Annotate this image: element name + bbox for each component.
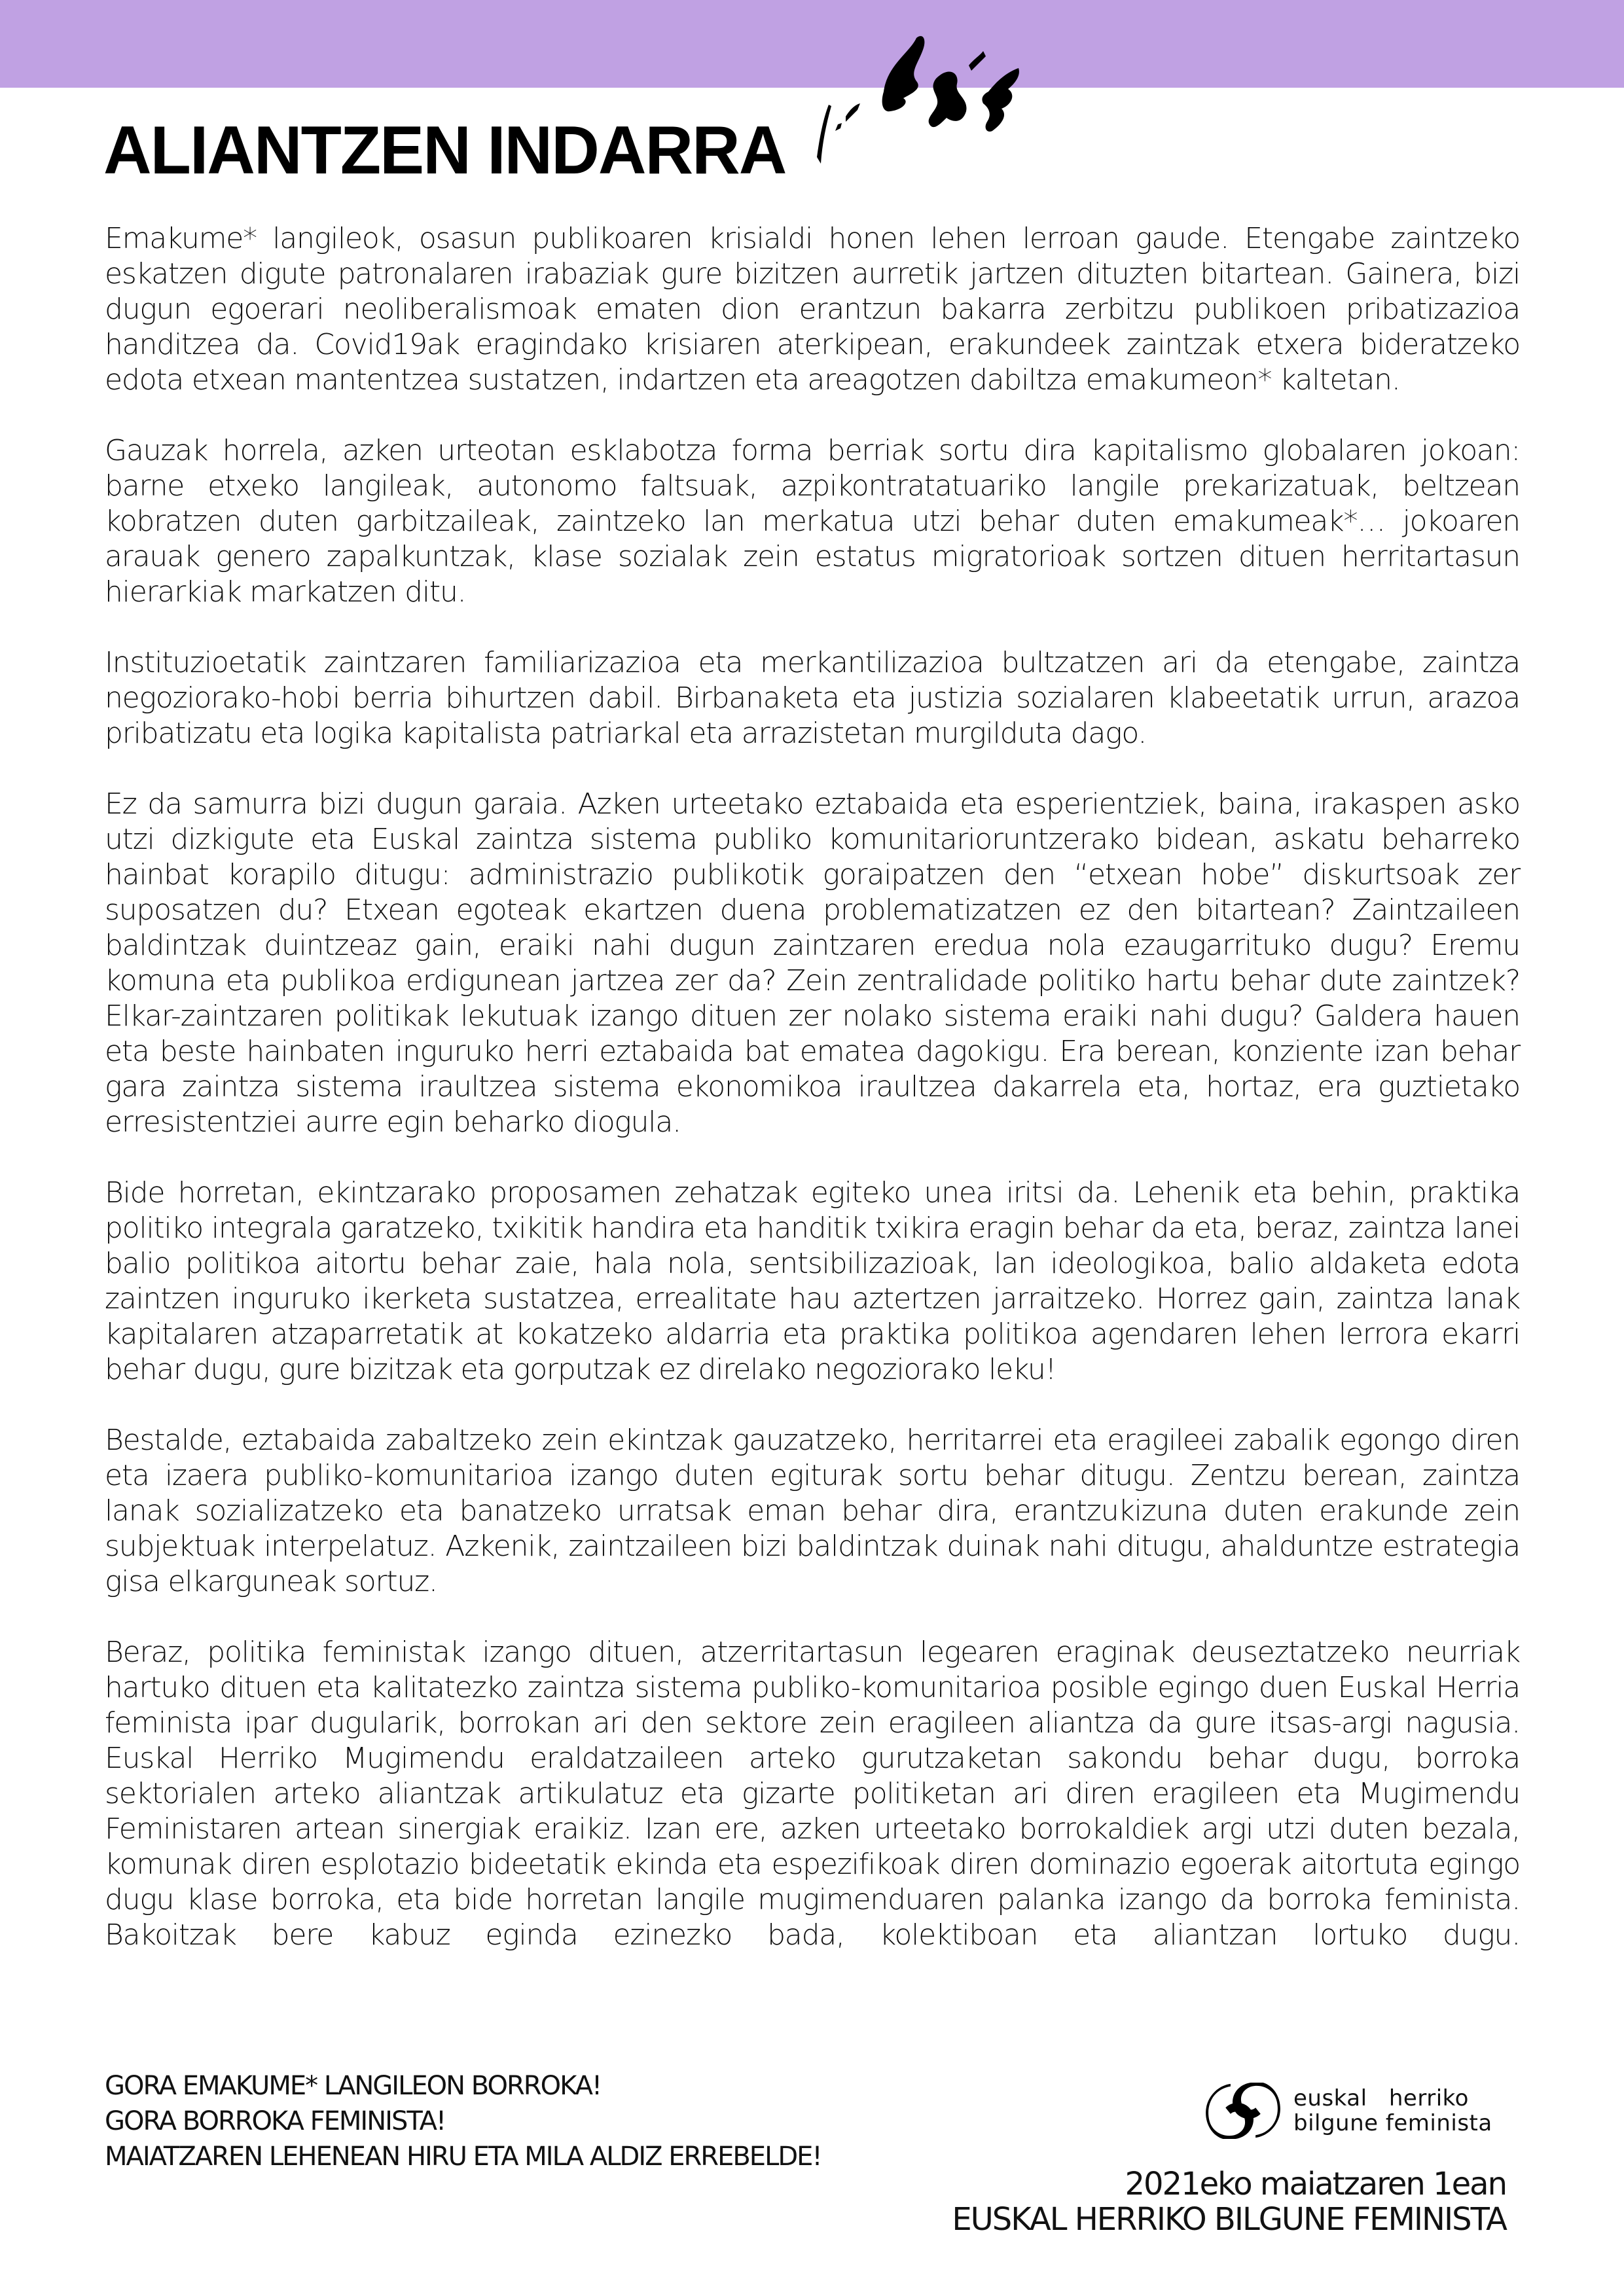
paragraph: Gauzak horrela, azken urteotan esklabotza forma berriak sortu dira kapitalismo globalaren jokoan: barne etxeko langileak, autonomo faltsuak, azpikontratatuariko langile prekarizatuak, beltzean kobratzen duten garbitzaileak, zaintzeko lan merkatua utzi behar duten emakumeak*… jokoaren arauak genero zapalkuntzak, klase sozialak zein estatus migratorioak sortzen dituen herritartasun hierarkiak markatzen ditu. [105,434,1520,609]
paragraph: Instituzioetatik zaintzaren familiarizazioa eta merkantilizazioa bultzatzen ari da etengabe, zaintza negoziorako-hobi berria bihurtzen dabil. Birbanaketa eta justizia sozialaren klabeetatik urrun, arazoa pribatizatu eta logika kapitalista patriarkal eta arrazistetan murgilduta dago. [105,646,1520,750]
paragraph: Ez da samurra bizi dugun garaia. Azken urteetako eztabaida eta esperientziek, baina, irakaspen asko utzi dizkigute eta Euskal zaintza sistema publiko komunitarioruntzerako bidean, askatu beharreko hainbat korapilo ditugu: administrazio publikotik goraipatzen den “etxean hobe” diskurtsoak zer suposatzen du? Etxean egoteak ekartzen duena problematizatzen ez den bitartean? Zaintzaileen baldintzak duintzeaz gain, eraiki nahi dugun zaintzaren eredua nola ezaugarrituko dugu? Eremu komuna eta publikoa erdigunean jartzea zer da? Zein zentralidade politiko hartu behar dute zaintzek? Elkar-zaintzaren politikak lekutuak izango dituen zer nolako sistema eraiki nahi dugu? Galdera hauen eta beste hainbaten inguruko herri eztabaida bat ematea dagokigu. Era berean, konziente izan behar gara zaintza sistema iraultzea sistema ekonomikoa iraultzea dakarrela eta, hortaz, era guztietako erresistentziei aurre egin beharko diogula. [105,787,1520,1139]
slogan: GORA EMAKUME* LANGILEON BORROKA! [105,2071,601,2101]
logo-text-line2: bilgune feminista [1293,2110,1492,2136]
slogan: MAIATZAREN LEHENEAN HIRU ETA MILA ALDIZ ERREBELDE! [105,2142,821,2172]
signature [952,2166,1506,2237]
slogans [105,2068,821,2174]
swirl-logo-icon [1204,2083,1282,2139]
signature-organization: EUSKAL HERRIKO BILGUNE FEMINISTA [952,2201,1506,2238]
paragraph: Bestalde, eztabaida zabaltzeko zein ekintzak gauzatzeko, herritarrei eta eragileei zabalik egongo diren eta izaera publiko-komunitarioa izango duten egiturak sortu behar ditugu. Zentzu berean, zaintza lanak sozializatzeko eta banatzeko urratsak eman behar dira, erantzukizuna duten erakunde zein subjektuak interpelatuz. Azkenik, zaintzaileen bizi baldintzak duinak nahi ditugu, ahalduntze estrategia gisa elkarguneak sortuz. [105,1424,1520,1598]
page-title: ALIANTZEN INDARRA [103,113,786,188]
paragraph: Beraz, politika feministak izango dituen, atzerritartasun legearen eraginak deuseztatzeko neurriak hartuko dituen eta kalitatezko zaintza sistema publiko-komunitarioa posible egingo duen Euskal Herria feminista ipar dugularik, borrokan ari den sektore zein eragileen aliantza da gure itsas-argi nagusia. Euskal Herriko Mugimendu eraldatzaileen arteko gurutzaketan sakondu behar dugu, borroka sektorialen arteko aliantzak artikulatuz eta gizarte politiketan ari diren eragileen eta Mugimendu Feministaren artean sinergiak eraikiz. Izan ere, azken urteetako borrokaldiek argi utzi duten bezala, komunak diren esplotazio bideetatik ekinda eta espezifikoak diren dominazio egoerak aitortuta egingo dugu klase borroka, eta bide horretan langile mugimenduaren palanka izango da borroka feminista. Bakoitzak bere kabuz eginda ezinezko bada, kolektiboan eta aliantzan lortuko dugu. [105,1636,1520,1952]
paragraph: Bide horretan, ekintzarako proposamen zehatzak egiteko unea iritsi da. Lehenik eta behin, praktika politiko integrala garatzeko, txikitik handira eta handitik txikira eragin behar da eta, beraz, zaintza lanei balio politikoa aitortu behar zaie, hala nola, sentsibilizazioak, lan ideologikoa, balio aldaketa edota zaintzen inguruko ikerketa sustatzea, errealitate hau aztertzen jarraitzeko. Horrez gain, zaintza lanak kapitalaren atzaparretatik at kokatzeko aldarria eta praktika politikoa agendaren lehen lerrora ekarri behar dugu, gure bizitzak eta gorputzak ez direlako negoziorako leku! [105,1176,1520,1386]
scribble-decoration-icon [812,26,1178,177]
paragraph: Emakume* langileok, osasun publikoaren krisialdi honen lehen lerroan gaude. Etengabe zaintzeko eskatzen digute patronalaren irabaziak gure bizitzen aurretik jartzen dituzten bitartean. Gainera, bizi dugun egoerari neoliberalismoak ematen dion erantzun bakarra zerbitzu publikoen pribatizazioa handitzea da. Covid19ak eragindako krisiaren aterkipean, erakundeek zaintzak etxera bideratzeko edota etxean mantentzea sustatzen, indartzen eta areagotzen dabiltza emakumeon* kaltetan. [105,222,1520,397]
logo-text-line1: euskal herriko [1293,2085,1469,2111]
organization-logo [1204,2085,1512,2136]
slogan: GORA BORROKA FEMINISTA! [105,2106,446,2136]
article-body [105,221,1520,1953]
signature-date: 2021eko maiatzaren 1ean [1125,2166,1506,2202]
